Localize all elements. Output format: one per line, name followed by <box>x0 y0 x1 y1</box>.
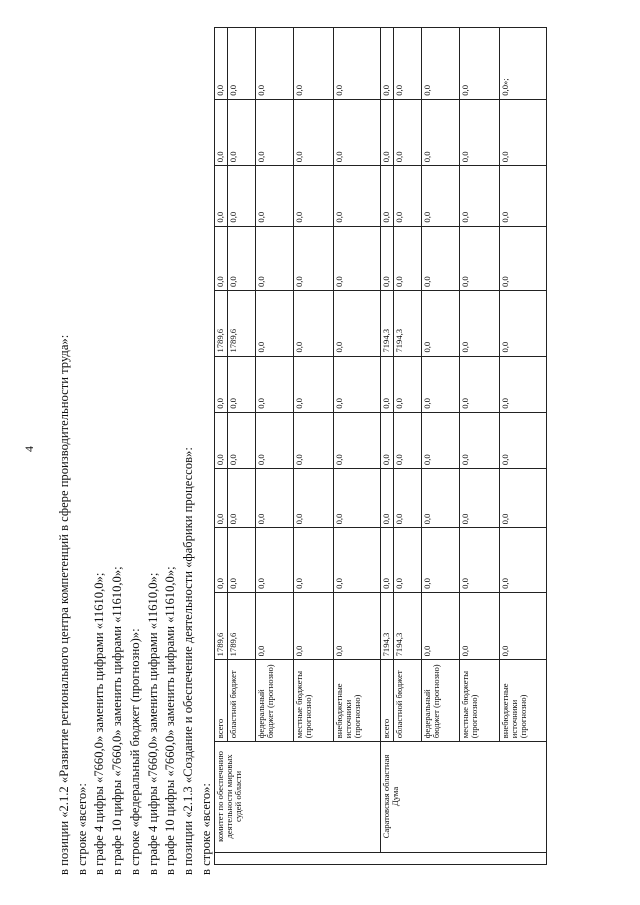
value-cell: 0,0 <box>460 28 500 100</box>
value-cell: 0,0 <box>228 226 256 290</box>
source-cell: областной бюджет <box>228 660 256 742</box>
value-cell: 0,0 <box>381 412 394 468</box>
table-row <box>381 28 394 865</box>
table-row <box>228 28 256 865</box>
value-cell: 0,0 <box>422 528 460 592</box>
table-row <box>460 28 500 865</box>
value-cell: 0,0 <box>460 528 500 592</box>
value-cell: 0,0 <box>215 99 228 166</box>
text-line: в строке «всего»: <box>198 783 213 875</box>
value-cell: 0,0 <box>228 356 256 412</box>
value-cell: 0,0 <box>334 291 381 356</box>
value-cell: 0,0 <box>334 99 381 166</box>
value-cell: 0,0 <box>256 99 294 166</box>
value-cell: 0,0 <box>294 356 334 412</box>
value-cell: 0,0 <box>460 291 500 356</box>
value-cell: 0,0 <box>228 469 256 528</box>
value-cell: 0,0 <box>500 166 547 226</box>
text-line: в графе 4 цифры «7660,0» заменить цифрами «11610,0»; <box>92 572 107 875</box>
value-cell: 0,0 <box>381 99 394 166</box>
value-cell: 0,0 <box>294 28 334 100</box>
value-cell: 0,0 <box>394 99 422 166</box>
value-cell: 0,0 <box>381 28 394 100</box>
row-number-cell <box>215 852 547 864</box>
value-cell: 0,0 <box>215 356 228 412</box>
value-cell: 0,0 <box>394 412 422 468</box>
source-cell: внебюджетные источники (прогнозно) <box>334 660 381 742</box>
organization-cell: Саратовская областная Дума <box>381 742 547 853</box>
value-cell: 0,0 <box>228 99 256 166</box>
text-line: в графе 4 цифры «7660,0» заменить цифрами «11610,0»; <box>145 572 160 875</box>
value-cell: 0,0 <box>256 469 294 528</box>
value-cell: 0,0 <box>334 356 381 412</box>
value-cell: 7194,3 <box>394 291 422 356</box>
value-cell: 0,0 <box>228 28 256 100</box>
value-cell: 0,0 <box>394 28 422 100</box>
value-cell: 0,0 <box>460 412 500 468</box>
value-cell: 0,0 <box>422 412 460 468</box>
value-cell: 0,0 <box>256 291 294 356</box>
value-cell: 0,0 <box>256 592 294 660</box>
value-cell: 0,0 <box>460 226 500 290</box>
value-cell: 0,0 <box>422 291 460 356</box>
source-cell: местные бюджеты (прогнозно) <box>294 660 334 742</box>
table-row <box>294 28 334 865</box>
value-cell: 0,0 <box>422 28 460 100</box>
value-cell: 0,0 <box>422 469 460 528</box>
value-cell: 0,0 <box>334 28 381 100</box>
value-cell: 0,0 <box>215 28 228 100</box>
value-cell: 0,0 <box>500 356 547 412</box>
value-cell: 0,0 <box>381 226 394 290</box>
value-cell: 0,0 <box>215 226 228 290</box>
value-cell: 0,0 <box>215 412 228 468</box>
text-line: в позиции «2.1.2 «Развитие регионального центра компетенций в сфере производительности труда»: <box>57 334 71 875</box>
source-cell: федеральный бюджет (прогнозно) <box>256 660 294 742</box>
value-cell: 0,0 <box>394 356 422 412</box>
source-cell: федеральный бюджет (прогнозно) <box>422 660 460 742</box>
value-cell: 0,0 <box>394 469 422 528</box>
value-cell: 0,0 <box>422 356 460 412</box>
value-cell: 0,0 <box>334 592 381 660</box>
value-cell: 0,0 <box>460 99 500 166</box>
text-line: в графе 10 цифры «7660,0» заменить цифрами «11610,0»; <box>110 566 125 875</box>
value-cell: 0,0 <box>334 226 381 290</box>
source-cell: всего <box>215 660 228 742</box>
value-cell: 0,0 <box>422 166 460 226</box>
value-cell: 0,0 <box>500 226 547 290</box>
value-cell: 0,0 <box>500 469 547 528</box>
table-row <box>256 28 294 865</box>
value-cell: 0,0 <box>334 469 381 528</box>
value-cell: 0,0 <box>381 356 394 412</box>
value-cell: 0,0 <box>460 356 500 412</box>
value-cell: 0,0 <box>294 592 334 660</box>
rotated-content <box>56 27 604 875</box>
table-row <box>215 28 228 865</box>
value-cell: 0,0 <box>228 166 256 226</box>
value-cell: 0,0 <box>500 291 547 356</box>
value-cell: 0,0 <box>460 469 500 528</box>
source-cell: внебюджетные источники (прогнозно) <box>500 660 547 742</box>
value-cell: 1789,6 <box>215 592 228 660</box>
page-number: 4 <box>22 446 36 452</box>
value-cell: 0,0 <box>256 226 294 290</box>
value-cell: 0,0 <box>381 528 394 592</box>
value-cell: 0,0 <box>422 592 460 660</box>
value-cell: 0,0 <box>381 166 394 226</box>
source-cell: местные бюджеты (прогнозно) <box>460 660 500 742</box>
value-cell: 7194,3 <box>381 291 394 356</box>
table-row <box>334 28 381 865</box>
value-cell: 7194,3 <box>394 592 422 660</box>
value-cell: 0,0 <box>394 528 422 592</box>
value-cell: 0,0 <box>460 166 500 226</box>
value-cell: 0,0 <box>334 528 381 592</box>
value-cell: 0,0 <box>256 412 294 468</box>
table-row <box>500 28 547 865</box>
text-line: в строке «федеральный бюджет (прогнозно)»: <box>127 628 142 875</box>
organization-cell: комитет по обеспечению деятельности мировых судей области <box>215 742 381 853</box>
value-cell: 0,0 <box>500 592 547 660</box>
value-cell: 0,0 <box>500 528 547 592</box>
value-cell: 1789,6 <box>228 291 256 356</box>
value-cell: 7194,3 <box>381 592 394 660</box>
value-cell: 0,0 <box>294 166 334 226</box>
value-cell: 0,0 <box>422 99 460 166</box>
value-cell: 0,0 <box>394 226 422 290</box>
value-cell: 0,0»; <box>500 28 547 100</box>
text-line: в строке «всего»: <box>74 783 89 875</box>
source-cell: всего <box>381 660 394 742</box>
value-cell: 0,0 <box>215 469 228 528</box>
value-cell: 0,0 <box>294 99 334 166</box>
value-cell: 0,0 <box>334 166 381 226</box>
value-cell: 0,0 <box>394 166 422 226</box>
value-cell: 0,0 <box>215 528 228 592</box>
value-cell: 0,0 <box>228 528 256 592</box>
value-cell: 1789,6 <box>215 291 228 356</box>
value-cell: 0,0 <box>381 469 394 528</box>
value-cell: 0,0 <box>500 412 547 468</box>
value-cell: 0,0 <box>500 99 547 166</box>
value-cell: 0,0 <box>256 166 294 226</box>
value-cell: 0,0 <box>256 528 294 592</box>
value-cell: 0,0 <box>460 592 500 660</box>
amendment-text <box>56 27 213 875</box>
value-cell: 0,0 <box>294 412 334 468</box>
text-line: в позиции «2.1.3 «Создание и обеспечение деятельности «фабрики процессов»: <box>180 447 195 875</box>
value-cell: 0,0 <box>215 166 228 226</box>
value-cell: 0,0 <box>294 291 334 356</box>
value-cell: 0,0 <box>228 412 256 468</box>
value-cell: 0,0 <box>294 469 334 528</box>
table-row <box>422 28 460 865</box>
table-row <box>394 28 422 865</box>
text-line: в графе 10 цифры «7660,0» заменить цифрами «11610,0»; <box>163 566 178 875</box>
value-cell: 0,0 <box>256 356 294 412</box>
value-cell: 0,0 <box>294 226 334 290</box>
budget-table <box>214 27 547 865</box>
value-cell: 0,0 <box>256 28 294 100</box>
source-cell: областной бюджет <box>394 660 422 742</box>
value-cell: 0,0 <box>294 528 334 592</box>
value-cell: 0,0 <box>334 412 381 468</box>
value-cell: 1789,6 <box>228 592 256 660</box>
value-cell: 0,0 <box>422 226 460 290</box>
